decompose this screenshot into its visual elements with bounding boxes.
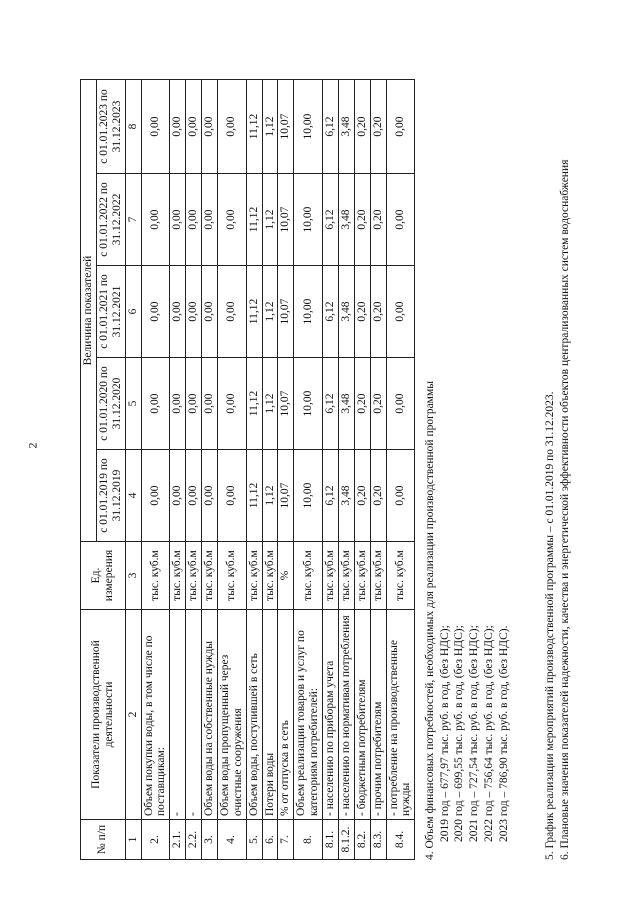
table-row xyxy=(202,80,218,860)
row-number: 2. xyxy=(141,820,170,860)
note-item-4-title: 4. Объем финансовых потребностей, необходимых для реализации производственной программы xyxy=(424,381,436,860)
row-value: 0,00 xyxy=(170,174,186,266)
row-value: 10,00 xyxy=(294,266,323,358)
row-value: 1,12 xyxy=(262,80,278,174)
row-value: 0,00 xyxy=(170,80,186,174)
header-period: с 01.01.2022 по 31.12.2022 xyxy=(96,174,125,266)
column-index: 8 xyxy=(125,80,141,174)
row-number: 8.3. xyxy=(370,820,386,860)
row-number: 8.2. xyxy=(354,820,370,860)
row-value: 10,00 xyxy=(294,80,323,174)
table-row xyxy=(141,80,170,860)
row-value: 6,12 xyxy=(323,174,339,266)
header-period: с 01.01.2023 по 31.12.2023 xyxy=(96,80,125,174)
row-unit: тыс. куб.м xyxy=(386,542,415,610)
row-value: 3,48 xyxy=(338,80,354,174)
row-value: 11,12 xyxy=(246,450,262,542)
row-value: 0,20 xyxy=(354,174,370,266)
row-value: 0,00 xyxy=(186,358,202,450)
row-value: 0,20 xyxy=(370,266,386,358)
row-indicator: - xyxy=(170,610,186,820)
table-row xyxy=(262,80,278,860)
column-index: 5 xyxy=(125,358,141,450)
row-number: 4. xyxy=(217,820,246,860)
table-row xyxy=(370,80,386,860)
row-value: 0,20 xyxy=(354,358,370,450)
row-value: 10,07 xyxy=(278,358,294,450)
row-indicator: - потребление на производственные нужды xyxy=(386,610,415,820)
row-value: 0,00 xyxy=(386,358,415,450)
row-value: 0,00 xyxy=(202,450,218,542)
row-value: 0,00 xyxy=(217,266,246,358)
indicators-table xyxy=(80,79,415,860)
row-unit: тыс. куб.м xyxy=(370,542,386,610)
row-value: 0,00 xyxy=(141,358,170,450)
row-value: 0,00 xyxy=(170,450,186,542)
row-value: 0,20 xyxy=(370,80,386,174)
row-indicator: Объем реализации товаров и услуг по категориям потребителей: xyxy=(294,610,323,820)
row-value: 1,12 xyxy=(262,450,278,542)
row-value: 0,20 xyxy=(370,358,386,450)
note-item-5: 5. График реализации мероприятий производственной программы – с 01.01.2019 по 31.12.2023. xyxy=(544,391,557,860)
row-value: 3,48 xyxy=(338,266,354,358)
row-unit: тыс. куб.м xyxy=(323,542,339,610)
row-indicator: - xyxy=(186,610,202,820)
row-value: 1,12 xyxy=(262,266,278,358)
financing-line: 2022 год – 756,64 тыс. руб. в год, (без НДС); xyxy=(482,625,495,842)
column-index: 4 xyxy=(125,450,141,542)
row-value: 6,12 xyxy=(323,450,339,542)
table-row xyxy=(354,80,370,860)
header-number: № п/п xyxy=(81,820,126,860)
row-number: 6. xyxy=(262,820,278,860)
row-number: 8.1. xyxy=(323,820,339,860)
financing-line: 2020 год – 699,55 тыс. руб. в год, (без НДС); xyxy=(453,625,466,842)
row-value: 0,00 xyxy=(202,266,218,358)
row-unit: % xyxy=(278,542,294,610)
row-value: 11,12 xyxy=(246,358,262,450)
row-value: 11,12 xyxy=(246,80,262,174)
row-value: 0,00 xyxy=(141,450,170,542)
row-value: 0,00 xyxy=(386,450,415,542)
row-value: 0,00 xyxy=(170,358,186,450)
row-value: 0,20 xyxy=(370,174,386,266)
header-unit: Ед. измерения xyxy=(81,542,126,610)
row-number: 2.1. xyxy=(170,820,186,860)
column-index: 1 xyxy=(125,820,141,860)
row-unit: тыс. куб.м xyxy=(354,542,370,610)
row-value: 0,00 xyxy=(217,358,246,450)
row-value: 0,00 xyxy=(202,174,218,266)
row-value: 10,07 xyxy=(278,174,294,266)
row-value: 0,00 xyxy=(386,174,415,266)
row-value: 3,48 xyxy=(338,450,354,542)
row-value: 0,00 xyxy=(141,80,170,174)
row-unit: тыс. куб.м xyxy=(202,542,218,610)
row-indicator: Объем воды пропущенный через очистные сооружения xyxy=(217,610,246,820)
table-row xyxy=(217,80,246,860)
row-value: 10,00 xyxy=(294,358,323,450)
column-index: 2 xyxy=(125,610,141,820)
notes-section xyxy=(423,75,573,860)
row-indicator: - населению по нормативам потребления xyxy=(338,610,354,820)
row-value: 0,00 xyxy=(217,174,246,266)
table-row xyxy=(246,80,262,860)
row-unit: тыс. куб.м xyxy=(217,542,246,610)
header-values-group: Величина показателей xyxy=(81,80,97,542)
row-number: 5. xyxy=(246,820,262,860)
row-value: 0,00 xyxy=(217,80,246,174)
row-value: 0,00 xyxy=(386,266,415,358)
row-unit: тыс. куб.м xyxy=(141,542,170,610)
row-value: 10,07 xyxy=(278,80,294,174)
note-item-6: 6. Плановые значения показателей надежности, качества и энергетической эффективности объектов централизованных систем водоснабжения xyxy=(559,159,572,860)
row-value: 0,20 xyxy=(354,80,370,174)
row-indicator: % от отпуска в сеть xyxy=(278,610,294,820)
row-value: 0,00 xyxy=(202,80,218,174)
row-value: 0,00 xyxy=(217,450,246,542)
row-number: 8.1.2. xyxy=(338,820,354,860)
row-value: 0,20 xyxy=(354,266,370,358)
row-unit: тыс. куб.м xyxy=(262,542,278,610)
financing-line: 2021 год – 727,54 тыс. руб. в год, (без НДС); xyxy=(468,625,481,842)
row-indicator: - прочим потребителям xyxy=(370,610,386,820)
header-indicator: Показатели производственной деятельности xyxy=(81,610,126,820)
row-number: 3. xyxy=(202,820,218,860)
row-indicator: Потери воды xyxy=(262,610,278,820)
row-value: 10,00 xyxy=(294,450,323,542)
rotated-page-content xyxy=(80,60,630,860)
page-number: 2 xyxy=(25,442,40,449)
row-number: 2.2. xyxy=(186,820,202,860)
row-value: 0,00 xyxy=(386,80,415,174)
row-value: 0,00 xyxy=(186,266,202,358)
column-index: 3 xyxy=(125,542,141,610)
table-row xyxy=(323,80,339,860)
row-indicator: Объем воды на собственные нужды xyxy=(202,610,218,820)
row-value: 6,12 xyxy=(323,358,339,450)
row-indicator: Объем покупки воды, в том числе по поставщикам: xyxy=(141,610,170,820)
row-unit: тыс. куб.м xyxy=(186,542,202,610)
table-row xyxy=(338,80,354,860)
header-period: с 01.01.2020 по 31.12.2020 xyxy=(96,358,125,450)
row-unit: тыс. куб.м xyxy=(294,542,323,610)
row-value: 1,12 xyxy=(262,174,278,266)
financing-line: 2023 год – 786,90 тыс. руб. в год, (без НДС). xyxy=(497,625,510,842)
row-indicator: - бюджетным потребителям xyxy=(354,610,370,820)
table-row xyxy=(186,80,202,860)
row-number: 8.4. xyxy=(386,820,415,860)
table-row xyxy=(294,80,323,860)
row-value: 11,12 xyxy=(246,174,262,266)
row-unit: тыс. куб.м xyxy=(170,542,186,610)
row-unit: тыс. куб.м xyxy=(338,542,354,610)
row-value: 0,00 xyxy=(141,174,170,266)
row-value: 0,20 xyxy=(354,450,370,542)
header-period: с 01.01.2019 по 31.12.2019 xyxy=(96,450,125,542)
row-value: 0,20 xyxy=(370,450,386,542)
header-period: с 01.01.2021 по 31.12.2021 xyxy=(96,266,125,358)
row-indicator: Объем воды, поступившей в сеть xyxy=(246,610,262,820)
row-value: 10,07 xyxy=(278,450,294,542)
row-number: 8. xyxy=(294,820,323,860)
row-value: 0,00 xyxy=(186,174,202,266)
row-unit: тыс. куб.м xyxy=(246,542,262,610)
row-value: 0,00 xyxy=(186,450,202,542)
row-value: 1,12 xyxy=(262,358,278,450)
column-index: 7 xyxy=(125,174,141,266)
row-value: 0,00 xyxy=(202,358,218,450)
row-value: 3,48 xyxy=(338,358,354,450)
row-value: 10,00 xyxy=(294,174,323,266)
row-value: 0,00 xyxy=(141,266,170,358)
table-row xyxy=(170,80,186,860)
table-body xyxy=(141,80,415,860)
row-value: 3,48 xyxy=(338,174,354,266)
table-row xyxy=(278,80,294,860)
row-value: 0,00 xyxy=(170,266,186,358)
row-number: 7. xyxy=(278,820,294,860)
financing-line: 2019 год – 677,97 тыс. руб. в год, (без НДС); xyxy=(438,625,451,842)
table-row xyxy=(386,80,415,860)
row-value: 6,12 xyxy=(323,80,339,174)
row-value: 0,00 xyxy=(186,80,202,174)
row-value: 11,12 xyxy=(246,266,262,358)
row-value: 6,12 xyxy=(323,266,339,358)
row-value: 10,07 xyxy=(278,266,294,358)
row-indicator: - населению по приборам учета xyxy=(323,610,339,820)
column-index: 6 xyxy=(125,266,141,358)
